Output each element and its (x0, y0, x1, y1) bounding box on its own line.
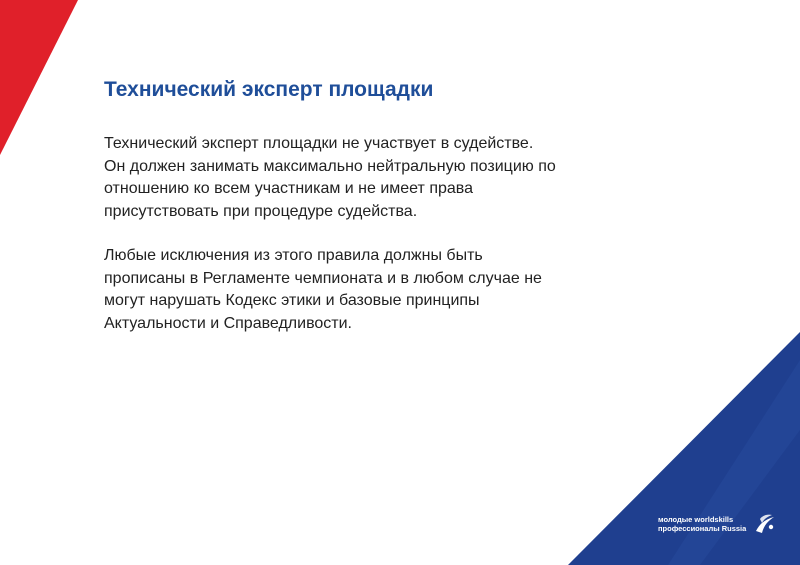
logo-text-line1: молодые worldskills (658, 515, 734, 524)
page-title: Технический эксперт площадки (104, 78, 434, 101)
paragraph-line: присутствовать при процедуре судейства. (104, 202, 418, 220)
paragraph-1 (104, 133, 664, 223)
paragraph-line: Он должен занимать максимально нейтральную позицию по (104, 157, 556, 175)
worldskills-logo (658, 511, 778, 545)
slide-body (104, 133, 664, 357)
logo-text-line2: профессионалы Russia (658, 524, 747, 533)
paragraph-line: Любые исключения из этого правила должны быть (104, 247, 483, 264)
paragraph-line: могут нарушать Кодекс этики и базовые принципы (104, 292, 480, 309)
paragraph-line: Актуальности и Справедливости. (104, 314, 352, 332)
paragraph-2 (104, 245, 664, 335)
paragraph-line: прописаны в Регламенте чемпионата и в любом случае не (104, 269, 542, 287)
red-corner-shape (0, 0, 78, 155)
paragraph-line: Технический эксперт площадки не участвует в судействе. (104, 135, 534, 152)
paragraph-line: отношению ко всем участникам и не имеет права (104, 180, 473, 197)
worldskills-logo-icon (752, 511, 778, 537)
